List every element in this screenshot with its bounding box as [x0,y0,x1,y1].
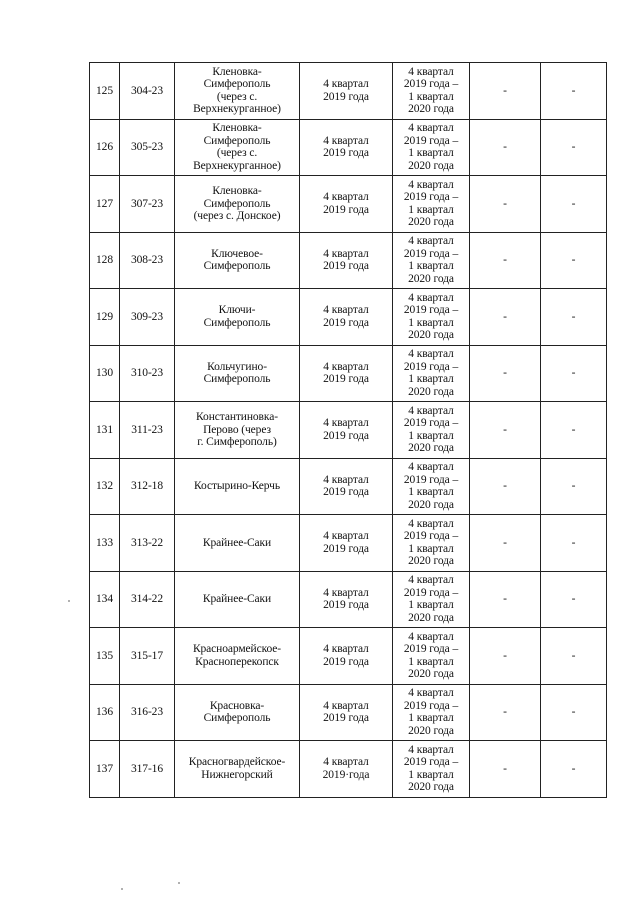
routes-table-body [90,63,607,798]
empty-value-cell: - [470,628,541,685]
table-row [90,628,607,685]
period-range: 4 квартал 2019 года – 1 квартал 2020 года [393,345,470,402]
routes-table [89,62,607,798]
empty-value-cell: - [541,684,607,741]
period-range: 4 квартал 2019 года – 1 квартал 2020 года [393,119,470,176]
start-quarter: 4 квартал 2019 года [300,119,393,176]
route-code: 310-23 [120,345,175,402]
route-code: 314-22 [120,571,175,628]
empty-value-cell: - [541,628,607,685]
row-number: 137 [90,741,120,798]
row-number: 127 [90,176,120,233]
start-quarter: 4 квартал 2019 года [300,684,393,741]
scan-speck [178,882,180,884]
period-range: 4 квартал 2019 года – 1 квартал 2020 года [393,289,470,346]
route-code: 309-23 [120,289,175,346]
period-range: 4 квартал 2019 года – 1 квартал 2020 года [393,402,470,459]
row-number: 125 [90,63,120,120]
route-code: 308-23 [120,232,175,289]
route-name: Крайнее-Саки [175,515,300,572]
period-range: 4 квартал 2019 года – 1 квартал 2020 года [393,515,470,572]
start-quarter: 4 квартал 2019·года [300,741,393,798]
route-name: Красновка- Симферополь [175,684,300,741]
table-row [90,289,607,346]
scan-speck [68,600,70,602]
row-number: 126 [90,119,120,176]
route-name: Ключевое- Симферополь [175,232,300,289]
route-code: 311-23 [120,402,175,459]
start-quarter: 4 квартал 2019 года [300,515,393,572]
start-quarter: 4 квартал 2019 года [300,232,393,289]
empty-value-cell: - [541,458,607,515]
empty-value-cell: - [470,176,541,233]
scan-speck [121,888,123,890]
start-quarter: 4 квартал 2019 года [300,571,393,628]
empty-value-cell: - [541,345,607,402]
empty-value-cell: - [470,515,541,572]
route-name: Кольчугино- Симферополь [175,345,300,402]
table-row [90,571,607,628]
empty-value-cell: - [470,684,541,741]
empty-value-cell: - [470,345,541,402]
row-number: 132 [90,458,120,515]
route-code: 312-18 [120,458,175,515]
empty-value-cell: - [470,119,541,176]
start-quarter: 4 квартал 2019 года [300,458,393,515]
period-range: 4 квартал 2019 года – 1 квартал 2020 года [393,571,470,628]
route-code: 304-23 [120,63,175,120]
route-name: Константиновка- Перово (через г. Симферополь) [175,402,300,459]
row-number: 130 [90,345,120,402]
empty-value-cell: - [470,741,541,798]
period-range: 4 квартал 2019 года – 1 квартал 2020 года [393,458,470,515]
empty-value-cell: - [541,402,607,459]
table-row [90,345,607,402]
table-row [90,63,607,120]
empty-value-cell: - [470,458,541,515]
route-code: 317-16 [120,741,175,798]
empty-value-cell: - [470,571,541,628]
route-name: Крайнее-Саки [175,571,300,628]
route-code: 307-23 [120,176,175,233]
empty-value-cell: - [541,232,607,289]
start-quarter: 4 квартал 2019 года [300,402,393,459]
table-row [90,684,607,741]
start-quarter: 4 квартал 2019 года [300,628,393,685]
table-row [90,741,607,798]
route-code: 316-23 [120,684,175,741]
empty-value-cell: - [470,402,541,459]
route-name: Кленовка- Симферополь (через с. Верхнекурганное) [175,119,300,176]
start-quarter: 4 квартал 2019 года [300,345,393,402]
row-number: 131 [90,402,120,459]
empty-value-cell: - [541,119,607,176]
period-range: 4 квартал 2019 года – 1 квартал 2020 года [393,63,470,120]
row-number: 134 [90,571,120,628]
route-name: Кленовка- Симферополь (через с. Донское) [175,176,300,233]
period-range: 4 квартал 2019 года – 1 квартал 2020 года [393,232,470,289]
table-row [90,402,607,459]
empty-value-cell: - [541,289,607,346]
empty-value-cell: - [541,571,607,628]
empty-value-cell: - [541,515,607,572]
route-name: Кленовка- Симферополь (через с. Верхнекурганное) [175,63,300,120]
empty-value-cell: - [470,63,541,120]
table-row [90,515,607,572]
start-quarter: 4 квартал 2019 года [300,289,393,346]
route-name: Красногвардейское- Нижнегорский [175,741,300,798]
empty-value-cell: - [470,289,541,346]
period-range: 4 квартал 2019 года – 1 квартал 2020 года [393,741,470,798]
row-number: 133 [90,515,120,572]
period-range: 4 квартал 2019 года – 1 квартал 2020 года [393,684,470,741]
table-row [90,176,607,233]
empty-value-cell: - [541,741,607,798]
empty-value-cell: - [541,63,607,120]
route-code: 313-22 [120,515,175,572]
route-code: 305-23 [120,119,175,176]
start-quarter: 4 квартал 2019 года [300,176,393,233]
period-range: 4 квартал 2019 года – 1 квартал 2020 года [393,176,470,233]
route-name: Красноармейское- Красноперекопск [175,628,300,685]
row-number: 128 [90,232,120,289]
empty-value-cell: - [541,176,607,233]
period-range: 4 квартал 2019 года – 1 квартал 2020 года [393,628,470,685]
route-name: Ключи- Симферополь [175,289,300,346]
empty-value-cell: - [470,232,541,289]
row-number: 136 [90,684,120,741]
start-quarter: 4 квартал 2019 года [300,63,393,120]
table-row [90,232,607,289]
route-code: 315-17 [120,628,175,685]
table-row [90,458,607,515]
row-number: 129 [90,289,120,346]
table-row [90,119,607,176]
route-name: Костырино-Керчь [175,458,300,515]
row-number: 135 [90,628,120,685]
